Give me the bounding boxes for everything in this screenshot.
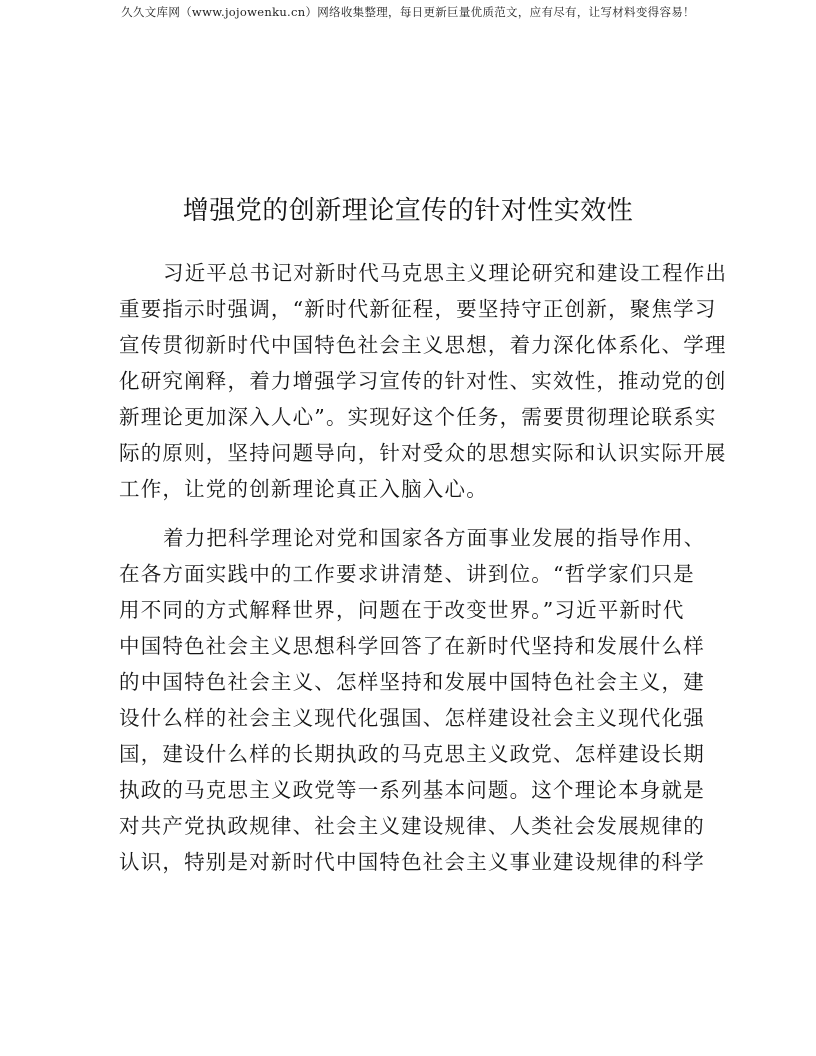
paragraph-line: 认识，特别是对新时代中国特色社会主义事业建设规律的科学: [119, 850, 705, 874]
paragraph-line: 工作，让党的创新理论真正入脑入心。: [119, 477, 488, 501]
paragraph-line: 新理论更加深入人心”。实现好这个任务，需要贯彻理论联系实: [119, 405, 717, 429]
paragraph-line: 际的原则，坚持问题导向，针对受众的思想实际和认识实际开展: [119, 441, 727, 465]
paragraph-1: [119, 255, 728, 507]
paragraph-line: 的中国特色社会主义、怎样坚持和发展中国特色社会主义，建: [119, 670, 705, 694]
paragraph-line: 设什么样的社会主义现代化强国、怎样建设社会主义现代化强: [119, 706, 705, 730]
paragraph-line: 中国特色社会主义思想科学回答了在新时代坚持和发展什么样: [119, 634, 705, 658]
paragraph-line: 对共产党执政规律、社会主义建设规律、人类社会发展规律的: [119, 814, 705, 838]
paragraph-line: 着力把科学理论对党和国家各方面事业发展的指导作用、: [163, 526, 706, 550]
page-header-note: 久久文库网（www.jojowenku.cn）网络收集整理，每日更新巨量优质范文，应有尽有，让写材料变得容易！: [121, 5, 695, 19]
document-title: 增强党的创新理论宣传的针对性实效性: [182, 196, 634, 226]
paragraph-line: 重要指示时强调，“新时代新征程，要坚持守正创新，聚焦学习: [119, 297, 717, 321]
paragraph-line: 宣传贯彻新时代中国特色社会主义思想，着力深化体系化、学理: [119, 333, 727, 357]
paragraph-line: 国，建设什么样的长期执政的马克思主义政党、怎样建设长期: [119, 742, 705, 766]
paragraph-line: 习近平总书记对新时代马克思主义理论研究和建设工程作出: [163, 261, 728, 285]
paragraph-line: 用不同的方式解释世界，问题在于改变世界。”习近平新时代: [119, 598, 685, 622]
paragraph-2: [119, 520, 719, 880]
paragraph-line: 执政的马克思主义政党等一系列基本问题。这个理论本身就是: [119, 778, 705, 802]
paragraph-line: 在各方面实践中的工作要求讲清楚、讲到位。“哲学家们只是: [119, 562, 695, 586]
paragraph-line: 化研究阐释，着力增强学习宣传的针对性、实效性，推动党的创: [119, 369, 727, 393]
